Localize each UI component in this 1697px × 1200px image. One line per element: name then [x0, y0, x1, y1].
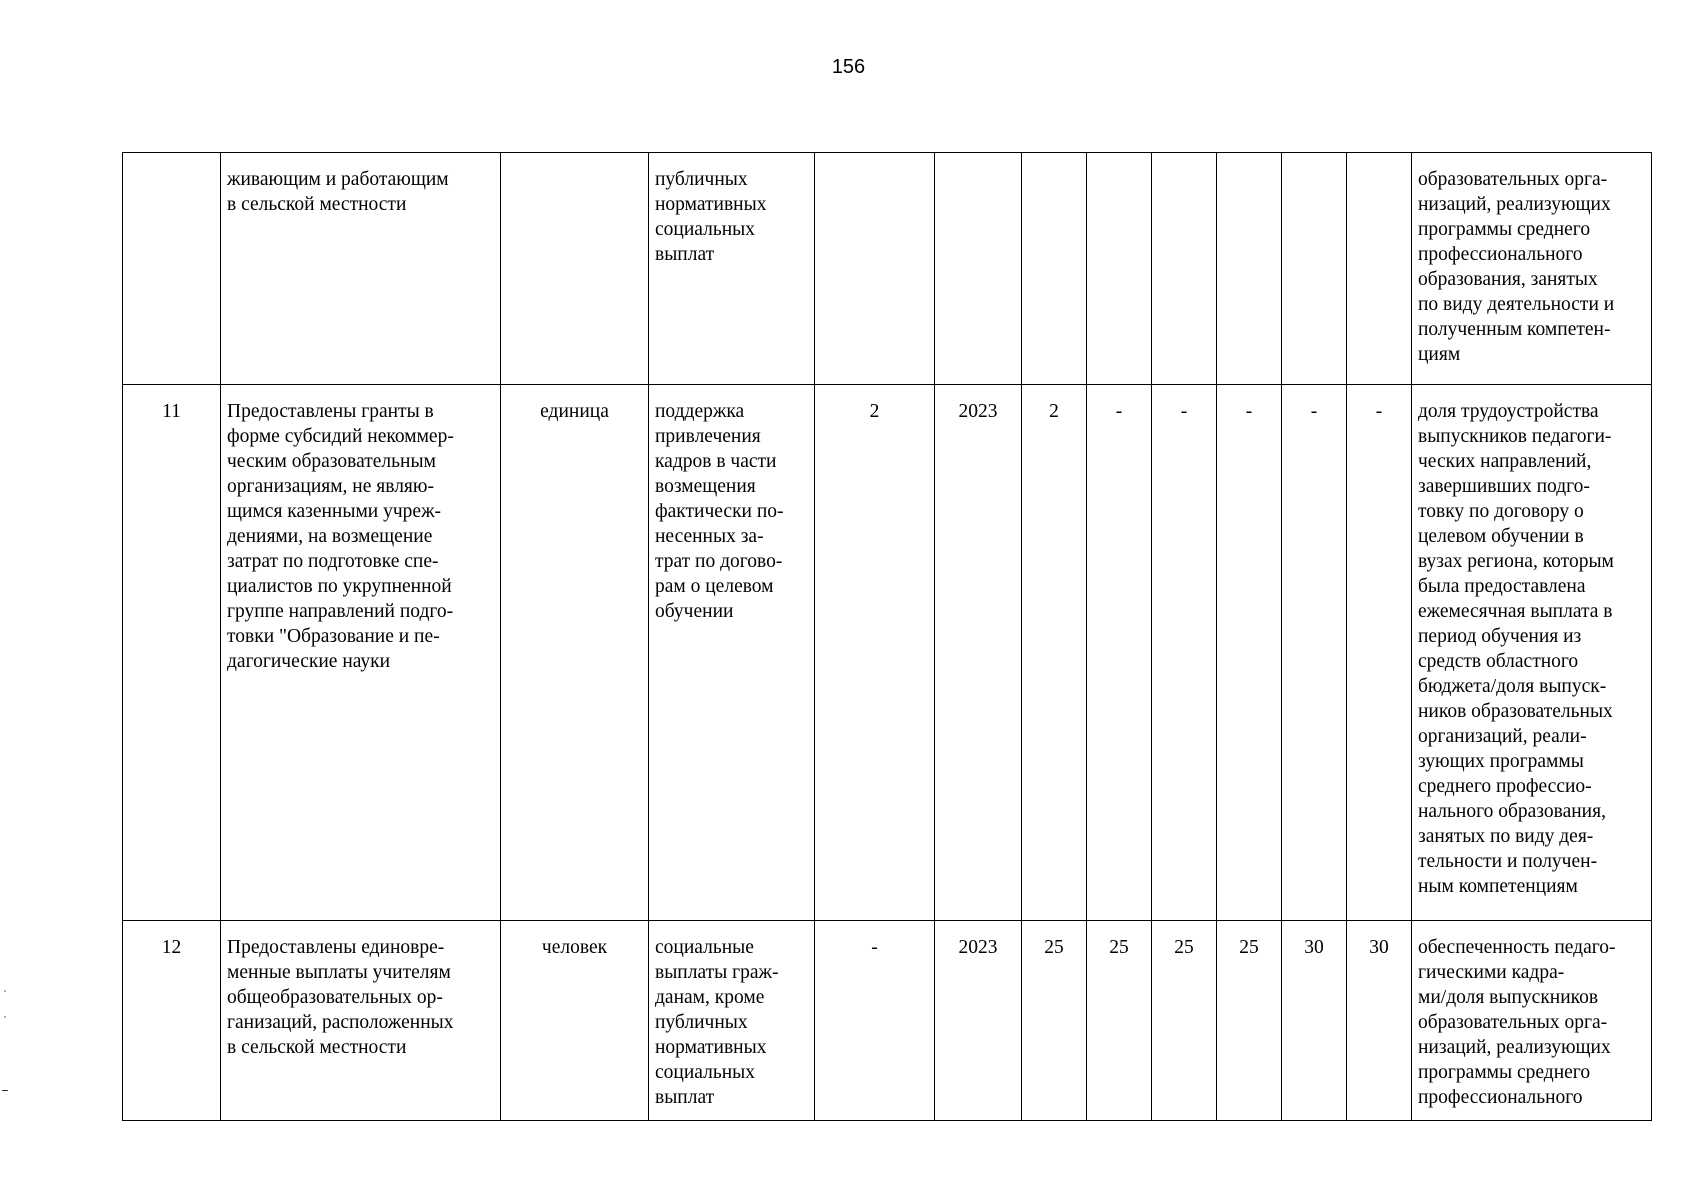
year-value-3: 25: [1152, 921, 1217, 1121]
year-value-1: 25: [1022, 921, 1087, 1121]
base-value: [815, 153, 935, 385]
unit-of-measure: [501, 153, 649, 385]
year-value-2: [1087, 153, 1152, 385]
scan-speck: [4, 990, 6, 992]
scan-edge-mark: [2, 1090, 8, 1091]
unit-of-measure: человек: [501, 921, 649, 1121]
row-number: [123, 153, 221, 385]
year-value-3: -: [1152, 385, 1217, 921]
year-value-2: 25: [1087, 921, 1152, 1121]
year-value-1: 2: [1022, 385, 1087, 921]
unit-of-measure: единица: [501, 385, 649, 921]
results-table: [122, 152, 1652, 1121]
row-number: 11: [123, 385, 221, 921]
related-indicator: образовательных орга- низаций, реализующих программы среднего профессионального образования, занятых по виду деятельности и полученным компетен- циям: [1412, 153, 1652, 385]
measure-type: социальные выплаты граж- данам, кроме публичных нормативных социальных выплат: [649, 921, 815, 1121]
year-value-4: 25: [1217, 921, 1282, 1121]
base-year: 2023: [935, 921, 1022, 1121]
year-value-6: [1347, 153, 1412, 385]
year-value-3: [1152, 153, 1217, 385]
year-value-4: -: [1217, 385, 1282, 921]
base-year: [935, 153, 1022, 385]
scan-speck: [4, 1016, 6, 1018]
table-row: [123, 385, 1652, 921]
measure-type: поддержка привлечения кадров в части возмещения фактически по- несенных за- трат по догово- рам о целевом обучении: [649, 385, 815, 921]
base-value: 2: [815, 385, 935, 921]
year-value-6: 30: [1347, 921, 1412, 1121]
related-indicator: доля трудоустройства выпускников педагоги- ческих направлений, завершивших подго- товку по договору о целевом обучении в вузах региона, которым была предоставлена ежемесячная выплата в период обучения из средств областного бюджета/доля выпуск- ников образовательных организаций, реали- зующих программы среднего профессио- нального образования, занятых по виду дея- тельности и получен- ным компетенциям: [1412, 385, 1652, 921]
base-value: -: [815, 921, 935, 1121]
table-row: [123, 921, 1652, 1121]
base-year: 2023: [935, 385, 1022, 921]
measure-type: публичных нормативных социальных выплат: [649, 153, 815, 385]
year-value-5: -: [1282, 385, 1347, 921]
measure-name: Предоставлены гранты в форме субсидий некоммер- ческим образовательным организациям, не являю- щимся казенными учреж- дениями, на возмещение затрат по подготовке спе- циалистов по укрупненной группе направлений подго- товки "Образование и пе- дагогические науки: [221, 385, 501, 921]
year-value-2: -: [1087, 385, 1152, 921]
year-value-5: [1282, 153, 1347, 385]
related-indicator: обеспеченность педаго- гическими кадра- ми/доля выпускников образовательных орга- низаций, реализующих программы среднего профессионального: [1412, 921, 1652, 1121]
year-value-6: -: [1347, 385, 1412, 921]
page-number: 156: [831, 56, 866, 78]
measure-name: живающим и работающим в сельской местности: [221, 153, 501, 385]
year-value-5: 30: [1282, 921, 1347, 1121]
year-value-4: [1217, 153, 1282, 385]
table-row: [123, 153, 1652, 385]
measure-name: Предоставлены единовре- менные выплаты учителям общеобразовательных ор- ганизаций, расположенных в сельской местности: [221, 921, 501, 1121]
row-number: 12: [123, 921, 221, 1121]
year-value-1: [1022, 153, 1087, 385]
